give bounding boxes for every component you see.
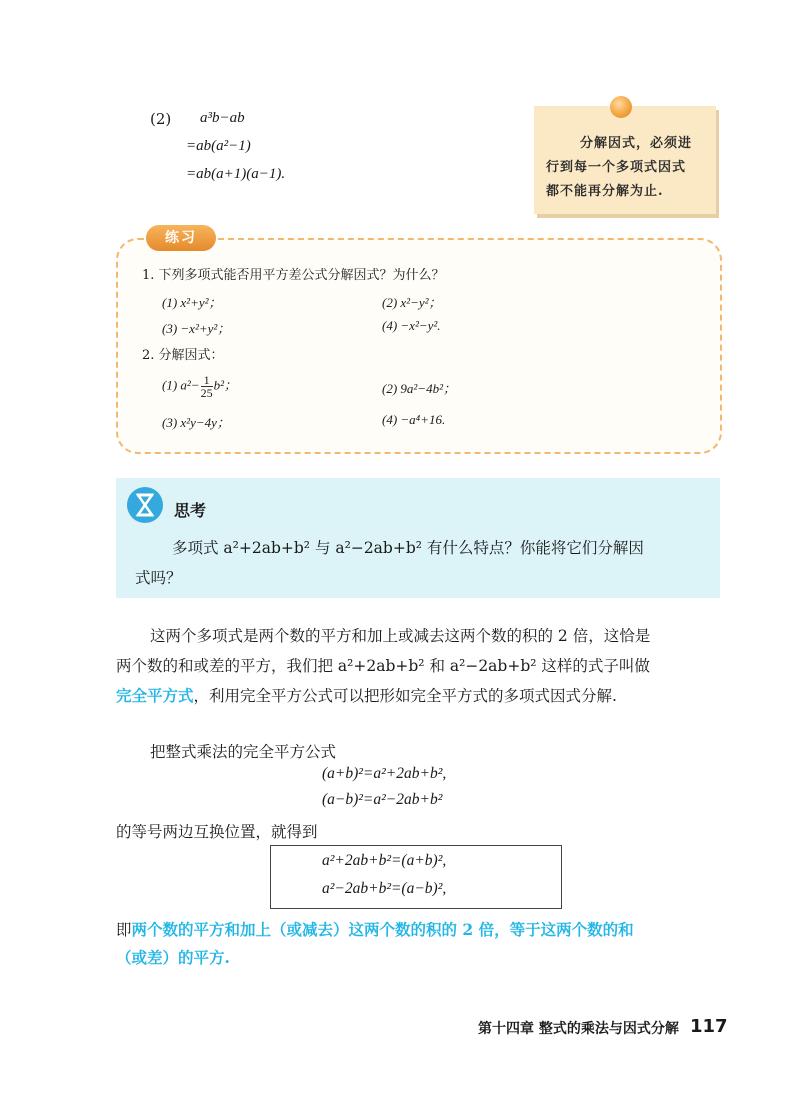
boxed-formula-2: a²−2ab+b²=(a−b)², [322,880,447,897]
practice-q2-item-1-prefix: (1) a²− [162,377,200,393]
paragraph-2-after: 的等号两边互换位置，就得到 [116,823,318,841]
side-note-line-2: 行到每一个多项式因式 [546,160,687,175]
conclusion-rule: 两个数的平方和加上（或减去）这两个数的积的 2 倍，等于这两个数的和 [131,920,634,939]
paragraph-1-line-1: 这两个多项式是两个数的平方和加上或减去这两个数的积的 2 倍，这恰是 [150,627,651,645]
boxed-formula-1: a²+2ab+b²=(a+b)², [322,852,447,869]
practice-question-2: 2. 分解因式： [142,348,224,363]
example-line-1: a³b−ab [200,110,245,126]
formula-square-sum: (a+b)²=a²+2ab+b², [322,765,447,782]
practice-q1-item-1: (1) x²+y²； [162,295,222,310]
practice-question-1: 1. 下列多项式能否用平方差公式分解因式？为什么？ [142,268,445,283]
practice-q2-item-1 [162,374,237,399]
pushpin-icon [610,96,632,118]
side-note-line-1: 分解因式，必须进 [580,136,693,151]
conclusion-prefix: 即 [116,921,132,939]
think-line-2: 式吗？ [135,569,182,587]
example-line-3: =ab(a+1)(a−1). [186,166,286,182]
conclusion-line-1 [116,918,634,940]
practice-q2-item-4: (4) −a⁴+16. [382,412,446,427]
practice-q1-item-4: (4) −x²−y². [382,318,441,333]
side-note-line-3: 都不能再分解为止. [546,184,664,199]
practice-q1-item-3: (3) −x²+y²； [162,321,231,336]
practice-q2-item-3: (3) x²y−4y； [162,415,230,430]
page-number: 117 [690,1016,728,1037]
example-line-2: =ab(a²−1) [186,138,251,154]
practice-q2-item-2: (2) 9a²−4b²； [382,381,456,396]
fraction-denominator: 25 [200,386,213,400]
chapter-footer: 第十四章 整式的乘法与因式分解 [478,1021,679,1037]
example-label: (2) [150,110,172,128]
paragraph-1-line-3-rest: ，利用完全平方公式可以把形如完全平方式的多项式因式分解. [193,687,617,705]
think-title: 思考 [174,501,207,520]
practice-q2-item-1-suffix: b²； [213,377,237,393]
practice-q1-item-2: (2) x²−y²； [382,295,442,310]
think-line-1: 多项式 a²+2ab+b² 与 a²−2ab+b² 有什么特点？你能将它们分解因 [172,539,644,557]
practice-tag: 练习 [146,225,216,251]
fraction-numerator: 1 [201,374,213,387]
paragraph-2-intro: 把整式乘法的完全平方公式 [150,743,337,761]
hourglass-icon [127,487,163,523]
paragraph-1-line-2: 两个数的和或差的平方，我们把 a²+2ab+b² 和 a²−2ab+b² 这样的式子叫做 [116,657,650,675]
formula-square-diff: (a−b)²=a²−2ab+b² [322,791,443,808]
fraction [201,374,213,399]
paragraph-1-line-3 [116,684,617,706]
conclusion-line-2: （或差）的平方. [116,948,230,967]
term-perfect-square: 完全平方式 [116,686,194,705]
